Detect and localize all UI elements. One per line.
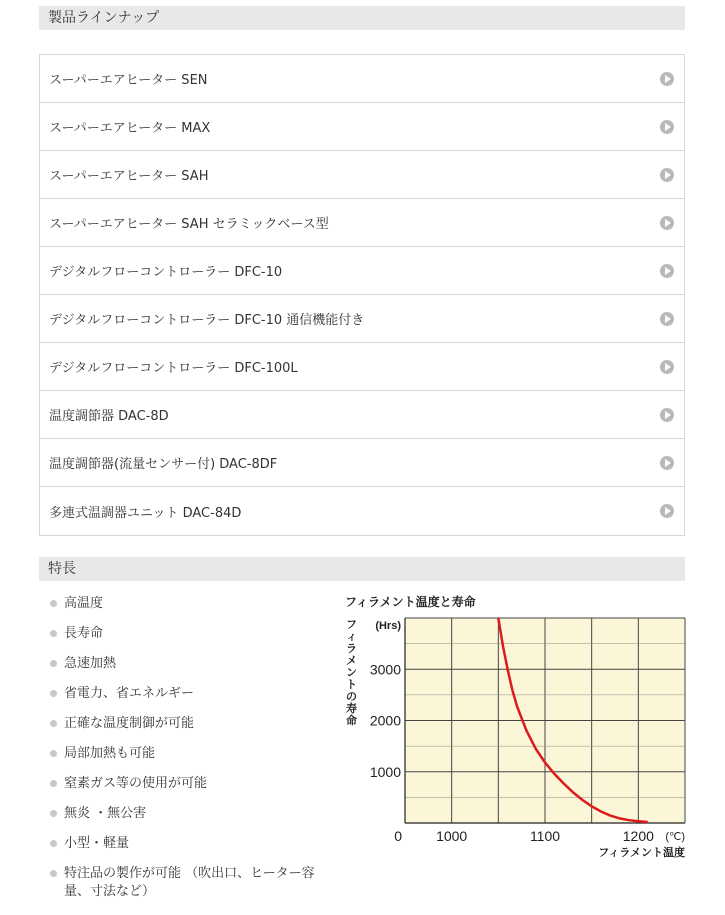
y-unit-label: (Hrs) bbox=[375, 620, 401, 632]
lineup-item[interactable] bbox=[40, 439, 684, 487]
lineup-item-label: デジタルフローコントローラー DFC-10 通信機能付き bbox=[49, 313, 365, 328]
chevron-right-icon bbox=[660, 168, 674, 182]
feature-item: 高温度 bbox=[50, 595, 324, 625]
chevron-right-icon bbox=[660, 264, 674, 278]
feature-item: 無炎 ・無公害 bbox=[50, 805, 324, 835]
chevron-right-icon bbox=[660, 120, 674, 134]
features-list bbox=[50, 595, 324, 901]
feature-item: 小型・軽量 bbox=[50, 835, 324, 865]
lineup-item-label: 温度調節器 DAC-8D bbox=[49, 409, 169, 424]
chevron-right-icon bbox=[660, 312, 674, 326]
lineup-item-label: スーパーエアヒーター SEN bbox=[49, 73, 208, 88]
lineup-item-label: スーパーエアヒーター SAH セラミックベース型 bbox=[49, 217, 329, 232]
lineup-item[interactable] bbox=[40, 343, 684, 391]
lineup-item-label: デジタルフローコントローラー DFC-10 bbox=[49, 265, 283, 280]
lineup-item[interactable] bbox=[40, 199, 684, 247]
x-tick-label: 1000 bbox=[436, 828, 468, 844]
chevron-right-icon bbox=[660, 72, 674, 86]
lineup-item[interactable] bbox=[40, 55, 684, 103]
chart-title: フィラメント温度と寿命 bbox=[345, 595, 476, 609]
product-lineup-list bbox=[39, 54, 685, 536]
y-tick-label: 3000 bbox=[369, 661, 401, 678]
x-tick-label: 1100 bbox=[529, 828, 561, 844]
lineup-item[interactable] bbox=[40, 487, 684, 535]
lineup-item-label: スーパーエアヒーター MAX bbox=[49, 121, 211, 136]
origin-label: 0 bbox=[394, 828, 402, 844]
chevron-right-icon bbox=[660, 408, 674, 422]
lifetime-chart bbox=[360, 610, 690, 860]
chevron-right-icon bbox=[660, 504, 674, 518]
feature-item: 急速加熱 bbox=[50, 655, 324, 685]
lineup-item[interactable] bbox=[40, 295, 684, 343]
feature-item: 省電力、省エネルギー bbox=[50, 685, 324, 715]
feature-item: 長寿命 bbox=[50, 625, 324, 655]
chevron-right-icon bbox=[660, 216, 674, 230]
features-heading: 特長 bbox=[39, 557, 685, 581]
chevron-right-icon bbox=[660, 360, 674, 374]
lineup-item[interactable] bbox=[40, 103, 684, 151]
lineup-item-label: 多連式温調器ユニット DAC-84D bbox=[49, 505, 242, 521]
feature-item: 局部加熱も可能 bbox=[50, 745, 324, 775]
lineup-item-label: デジタルフローコントローラー DFC-100L bbox=[49, 361, 298, 376]
feature-item: 正確な温度制御が可能 bbox=[50, 715, 324, 745]
lineup-item-label: 温度調節器(流量センサー付) DAC-8DF bbox=[49, 457, 278, 472]
lineup-item-label: スーパーエアヒーター SAH bbox=[49, 169, 209, 184]
y-tick-label: 1000 bbox=[369, 763, 401, 780]
feature-item: 特注品の製作が可能 （吹出口、ヒーター容量、寸法など） bbox=[50, 865, 324, 901]
lineup-item[interactable] bbox=[40, 247, 684, 295]
chart-y-axis-label: フィラメントの寿命 bbox=[346, 618, 357, 727]
x-axis-label: フィラメント温度 bbox=[598, 847, 685, 859]
y-tick-label: 2000 bbox=[369, 712, 401, 729]
chevron-right-icon bbox=[660, 456, 674, 470]
x-unit-label: (℃) bbox=[665, 831, 685, 843]
x-tick-label: 1200 bbox=[622, 828, 654, 844]
lineup-item[interactable] bbox=[40, 151, 684, 199]
lineup-heading: 製品ラインナップ bbox=[39, 6, 685, 30]
feature-item: 窒素ガス等の使用が可能 bbox=[50, 775, 324, 805]
lineup-item[interactable] bbox=[40, 391, 684, 439]
